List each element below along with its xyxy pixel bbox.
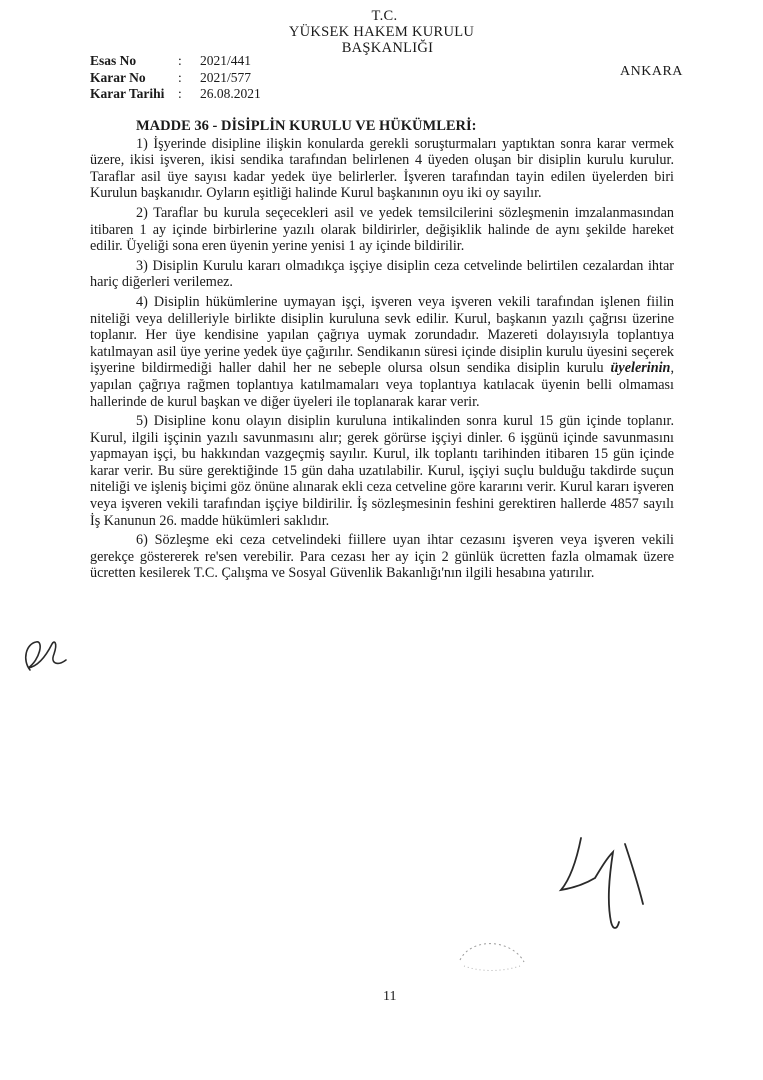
paragraph-3: 3) Disiplin Kurulu kararı olmadıkça işçiye disiplin ceza cetvelinde belirtilen cezalardan ihtar hariç diğerleri verilemez.	[90, 257, 674, 291]
paragraph-4-part-b: , yapılan çağrıya rağmen toplantıya katılmamaları veya toplantıya katılacak üyenin belli olmaması hallerinde de kurul başkan ve diğer üyeleri ile toplanarak karar verir.	[90, 360, 674, 410]
article-title: MADDE 36 - DİSİPLİN KURULU VE HÜKÜMLERİ:	[136, 118, 477, 134]
place-name: ANKARA	[620, 64, 683, 79]
header-line-institution: YÜKSEK HAKEM KURULU	[288, 24, 475, 40]
emphasized-word: üyelerinin	[610, 360, 671, 377]
header-line-tc: T.C.	[371, 8, 398, 24]
meta-value: 26.08.2021	[200, 86, 261, 101]
meta-value: 2021/441	[200, 53, 252, 68]
meta-row-esas	[90, 53, 261, 70]
meta-value: 2021/577	[200, 69, 252, 85]
paragraph-6: 6) Sözleşme eki ceza cetvelindeki fiillere uyan ihtar cezasını işveren veya işveren vekili gerekçe göstererek re'sen verebilir. Para cezası her ay için 2 günlük ücretten fazla olmamak üzere ücretten kesilerek T.C. Çalışma ve Sosyal Güvenlik Bakanlığı'nın ilgili hesabına yatırılır.	[90, 532, 674, 582]
institution-header	[0, 8, 763, 56]
paragraph-1: 1) İşyerinde disipline ilişkin konularda gerekli soruşturmaları yaptıktan sonra karar vermek üzere, ikisi işveren, ikisi sendika tarafından belirlenen 4 üyeden oluşan bir disiplin kurulu kurulur. Taraflar asil üye sayısı kadar yedek üye belirlerler. İşveren tarafından tayin edilen üyelerden biri Kurulun başkanıdır. Oyların eşitliği halinde Kurul başkanının oyu iki oy sayılır.	[90, 135, 674, 202]
handwritten-initials	[18, 630, 78, 680]
meta-row-karar-tarihi	[90, 86, 261, 103]
article-body	[90, 118, 674, 585]
meta-separator: :	[178, 53, 182, 68]
paragraph-2: 2) Taraflar bu kurula seçecekleri asil ve yedek temsilcilerini sözleşmenin imzalanmasından itibaren 1 ay içinde birbirlerine yazılı olarak bildirirler, değişiklik halinde de aynı şekilde hareket edilir. Üyeliği sona eren üyenin yerine yenisi 1 ay içinde bildirilir.	[90, 204, 674, 255]
header-line-office: BAŞKANLIĞI	[341, 40, 434, 56]
meta-separator: :	[178, 86, 182, 101]
paragraph-4-part-a: 4) Disiplin hükümlerine uymayan işçi, işveren veya işveren vekili tarafından işlenen fiilin niteliği veya delilleriyle birlikte disiplin kuruluna sevk edilir. Kurul, başkanın yazılı çağrısı üzerine toplanır. Her üye kendisine yapılan çağrıya uymak zorundadır. Mazereti dolayısıyla toplantıya katılmayan asil üye yerine yedek üye çağırılır. Sendikanın süresi içinde disiplin kurulu üyesini seçerek işyerine bildirmediği haller dahil her ne sebeple olursa olsun sendika disiplin kurulu	[90, 293, 674, 377]
paragraph-4	[90, 294, 674, 410]
meta-label: Karar No	[90, 69, 146, 85]
paragraph-5: 5) Disipline konu olayın disiplin kuruluna intikalinden sonra kurul 15 gün içinde toplanır. Kurul, ilgili işçinin yazılı savunmasını alır; gerek görürse işçiyi dinler. 6 işgünü içinde savunmasını yapmayan işçi, bu hakkından vazgeçmiş sayılır. Kurul, ilk toplantı tarihinden itibaren 15 gün içinde karar verir. Bu süre gerektiğinde 15 gün daha uzatılabilir. Kurul, işçiyi suçlu bulduğu takdirde suçun niteliği ve işleniş biçimi göz önüne alınarak ekli ceza cetveline göre kararını verir. Kurul kararı işveren veya işveren vekili tarafından işçiye bildirilir. İş sözleşmesinin feshini gerektiren hallerde 4857 sayılı İş Kanunun 26. madde hükümleri saklıdır.	[90, 413, 674, 529]
handwritten-signature	[555, 818, 665, 938]
case-metadata	[90, 53, 261, 103]
meta-label: Esas No	[90, 53, 137, 68]
meta-row-karar	[90, 70, 261, 87]
faint-stamp-mark	[450, 930, 540, 980]
page-number: 11	[383, 989, 397, 1004]
meta-label: Karar Tarihi	[90, 86, 165, 101]
meta-separator: :	[178, 69, 182, 85]
